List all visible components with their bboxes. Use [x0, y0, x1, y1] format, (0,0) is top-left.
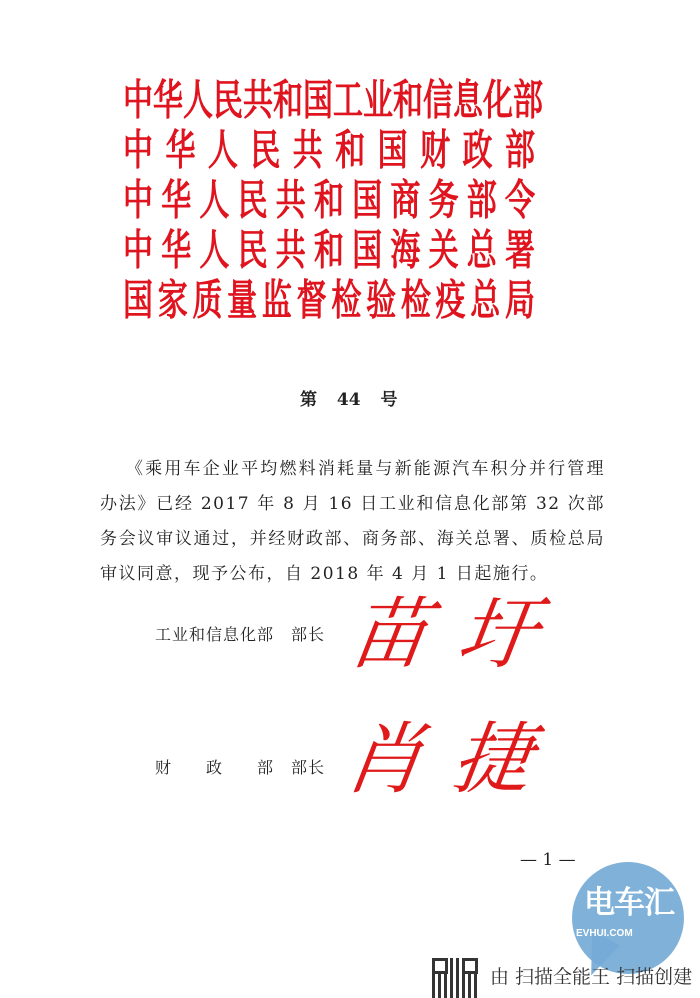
watermark-en-text: EVHUI.COM	[576, 928, 633, 939]
order-number: 第 44 号	[300, 390, 398, 410]
header-line-5: 国家质量监督检验检疫总局	[123, 276, 535, 326]
signature-label-mof: 财 政 部 部长	[155, 758, 326, 777]
header-line-3: 中华人民共和国商务部令	[123, 176, 535, 226]
signature-label-miit: 工业和信息化部 部长	[155, 625, 326, 644]
page-number: — 1 —	[520, 850, 576, 870]
watermark-cn-text: 电车汇	[584, 885, 674, 921]
scanner-note: 由 扫描全能王 扫描创建	[490, 966, 693, 988]
qr-code-icon	[432, 958, 478, 998]
header-line-2: 中华人民共和国财政部	[123, 126, 535, 176]
signature-miao-wei: 苗圩	[343, 590, 573, 680]
header-line-4: 中华人民共和国海关总署	[123, 226, 535, 276]
signature-xiao-jie: 肖捷	[338, 715, 568, 805]
body-text: 《乘用车企业平均燃料消耗量与新能源汽车积分并行管理办法》已经 2017 年 8 月 16 日工业和信息化部第 32 次部务会议审议通过，并经财政部、商务部、海关总署、质检总局审议同意，现予公布，自 2018 年 4 月 1 日起施行。	[100, 459, 605, 584]
header-line-1: 中华人民共和国工业和信息化部	[123, 76, 543, 126]
